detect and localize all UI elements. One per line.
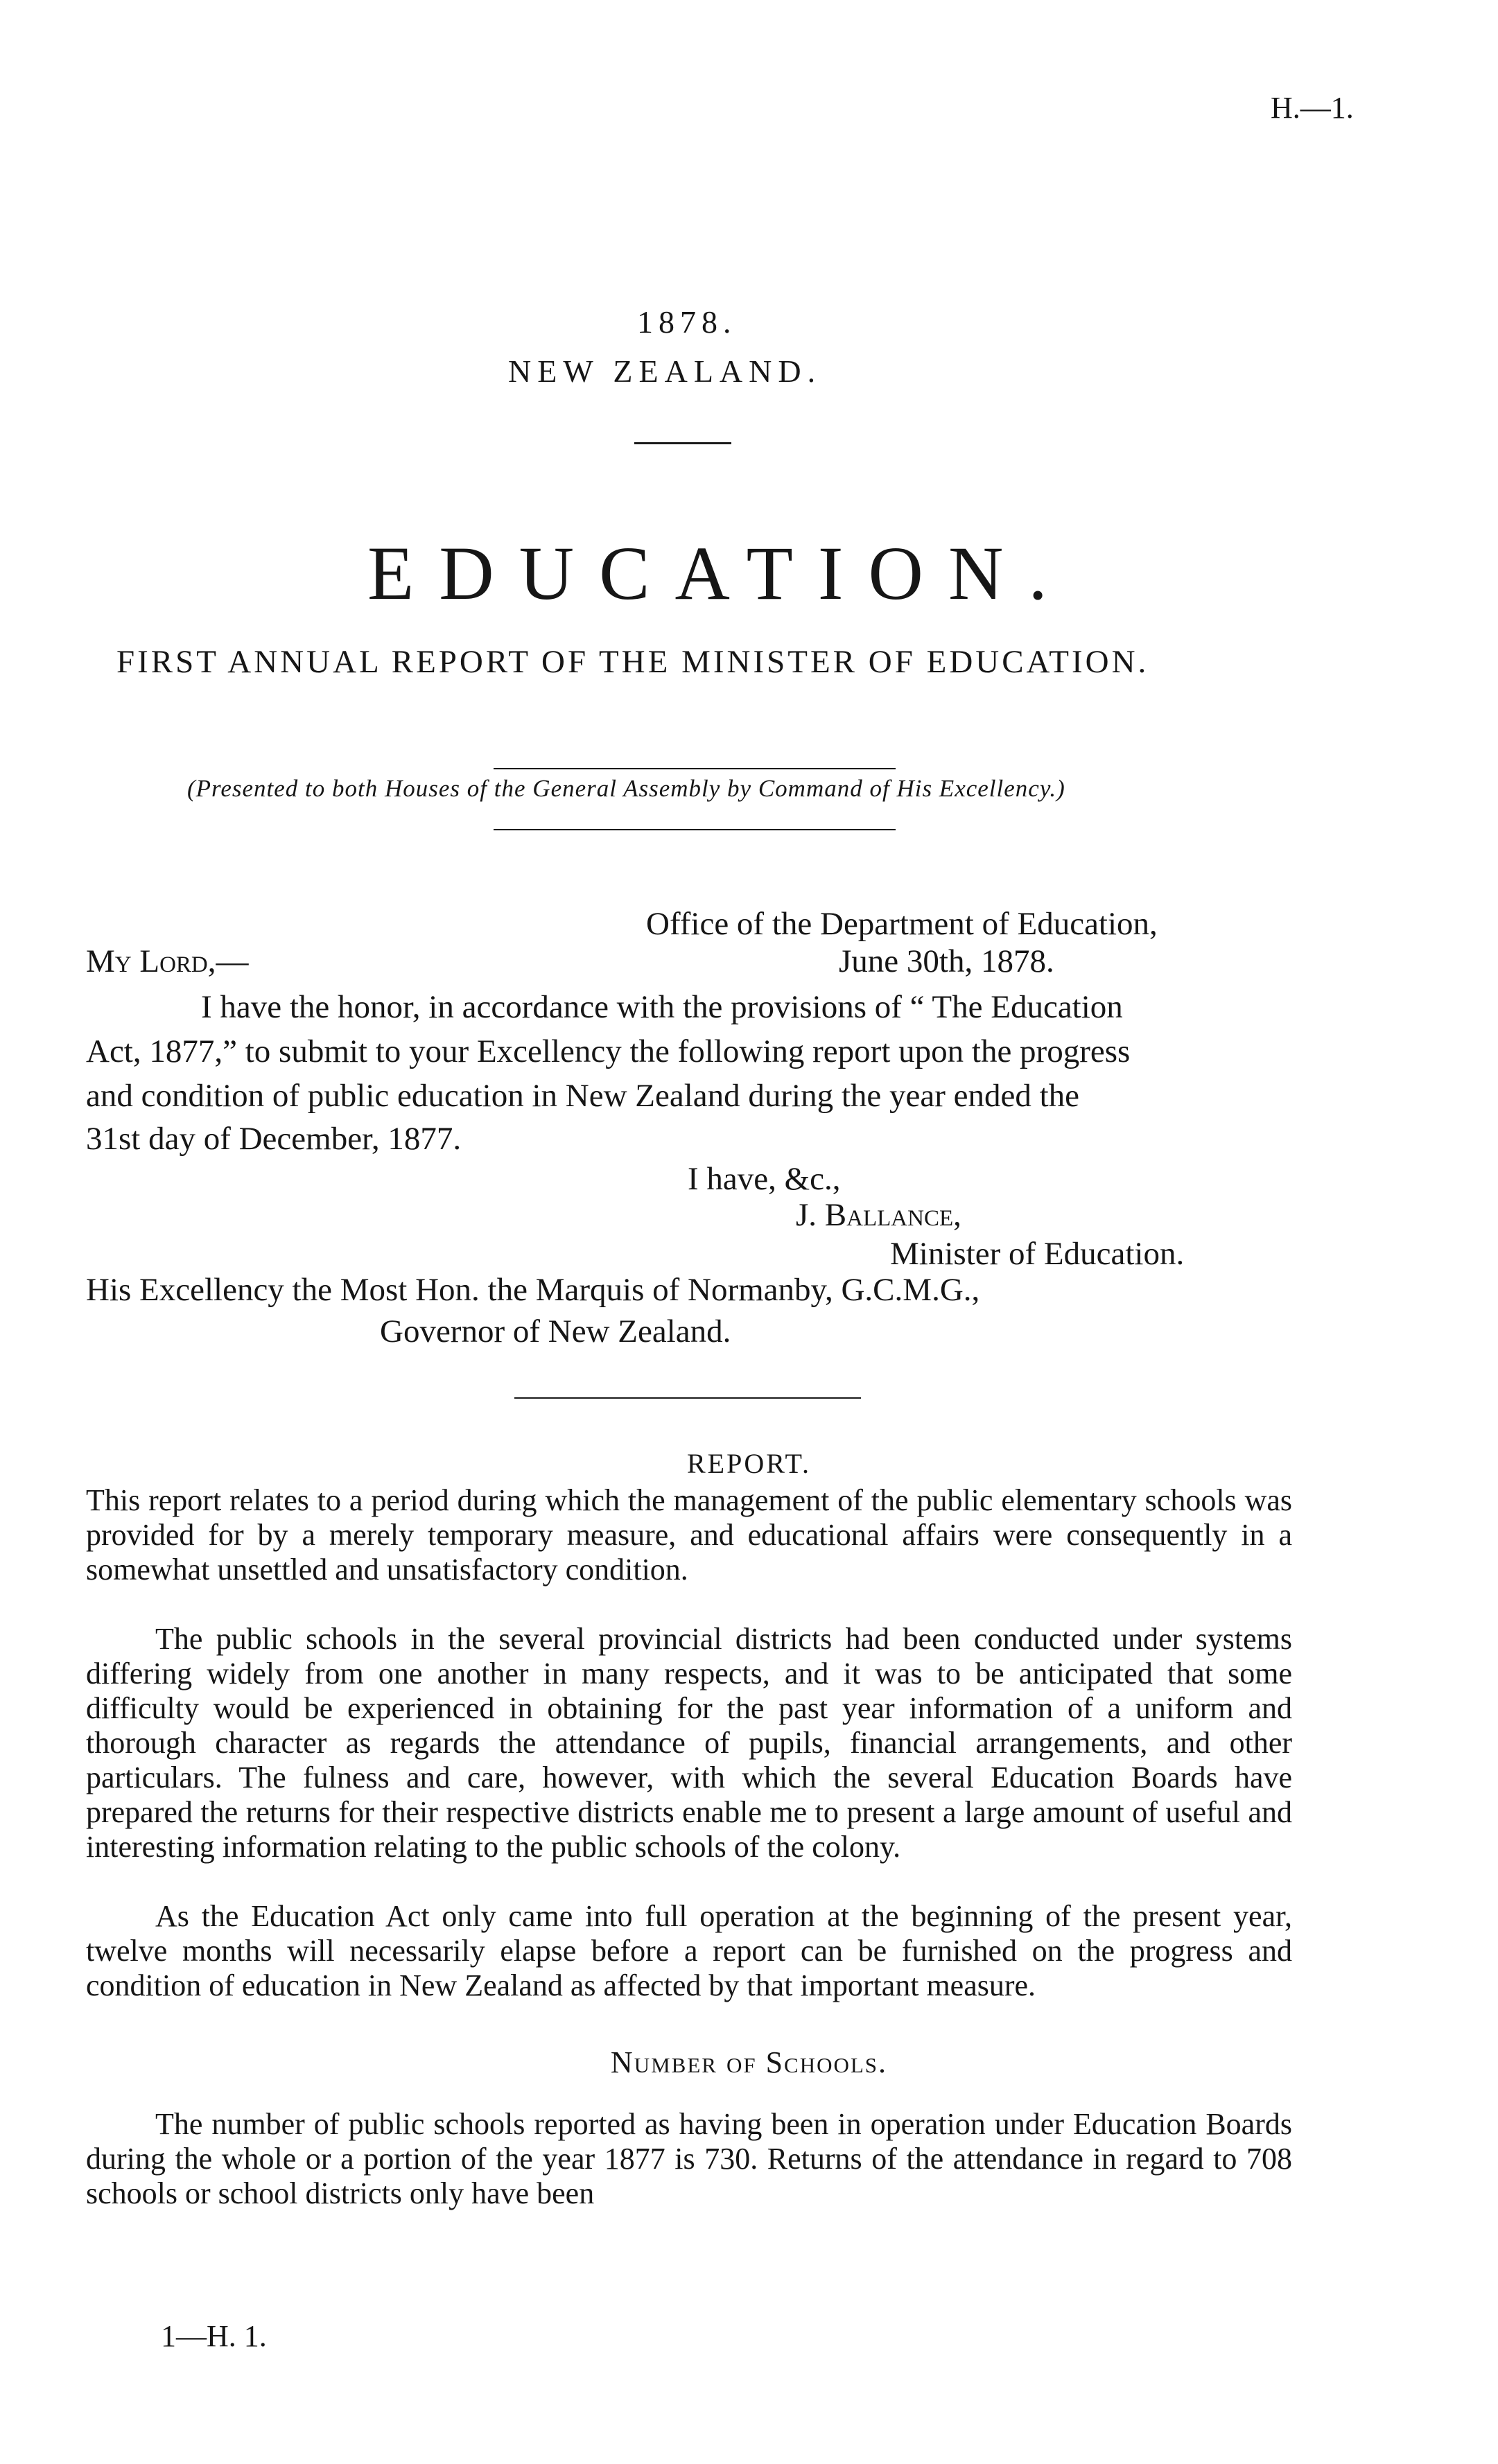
letter-body-line: and condition of public education in New Zealand during the year ended the	[86, 1078, 1080, 1114]
letter-body-line: I have the honor, in accordance with the provisions of “ The Education	[201, 989, 1123, 1025]
presentation-note: (Presented to both Houses of the General Assembly by Command of His Excellency.)	[187, 775, 1065, 802]
report-heading: REPORT.	[687, 1448, 811, 1479]
divider-rule	[494, 829, 896, 830]
report-paragraph: This report relates to a period during which the management of the public elementary schools was provided for by a merely temporary measure, and educational affairs were consequently in a somewhat unsettled and unsatisfactory condition.	[86, 1483, 1292, 1587]
country-heading: NEW ZEALAND.	[508, 353, 822, 389]
report-paragraph: The public schools in the several provincial districts had been conducted under systems differing widely from one another in many respects, and it was to be anticipated that some difficulty would be experienced in obtaining for the past year information of a uniform and thorough character as regards the attendance of pupils, financial arrangements, and other particulars. The fulness and care, however, with which the several Education Boards have prepared the returns for their respective districts enable me to present a large amount of useful and interesting information relating to the public schools of the colony.	[86, 1622, 1292, 1864]
signatory-title: Minister of Education.	[890, 1236, 1185, 1272]
report-paragraph: As the Education Act only came into full operation at the beginning of the present year, twelve months will necessarily elapse before a report can be furnished on the progress and condition of education in New Zealand as affected by that important measure.	[86, 1899, 1292, 2002]
signature-mark: 1—H. 1.	[161, 2319, 267, 2353]
letter-body-line: Act, 1877,” to submit to your Excellency the following report upon the progress	[86, 1033, 1131, 1069]
letter-body-line: 31st day of December, 1877.	[86, 1121, 462, 1157]
letter-signature: J. Ballance,	[796, 1197, 961, 1233]
letter-date: June 30th, 1878.	[839, 943, 1054, 979]
report-subtitle: FIRST ANNUAL REPORT OF THE MINISTER OF EDUCATION.	[116, 644, 1149, 680]
divider-rule	[514, 1397, 861, 1399]
letter-closing: I have, &c.,	[688, 1161, 841, 1197]
section-heading: Number of Schools.	[610, 2045, 888, 2079]
letter-office: Office of the Department of Education,	[646, 906, 1158, 942]
letter-salutation: My Lord,—	[86, 943, 249, 979]
page-code: H.—1.	[1271, 91, 1354, 125]
document-year: 1878.	[637, 304, 737, 340]
addressee-line: Governor of New Zealand.	[380, 1313, 731, 1349]
divider-rule	[634, 442, 731, 444]
addressee-line: His Excellency the Most Hon. the Marquis of Normanby, G.C.M.G.,	[86, 1272, 980, 1308]
report-paragraph: The number of public schools reported as having been in operation under Education Boards during the whole or a portion of the year 1877 is 730. Returns of the attendance in regard to 708 schools or school districts only have been	[86, 2107, 1292, 2210]
page-title: EDUCATION.	[367, 531, 1072, 615]
divider-rule	[494, 768, 896, 769]
